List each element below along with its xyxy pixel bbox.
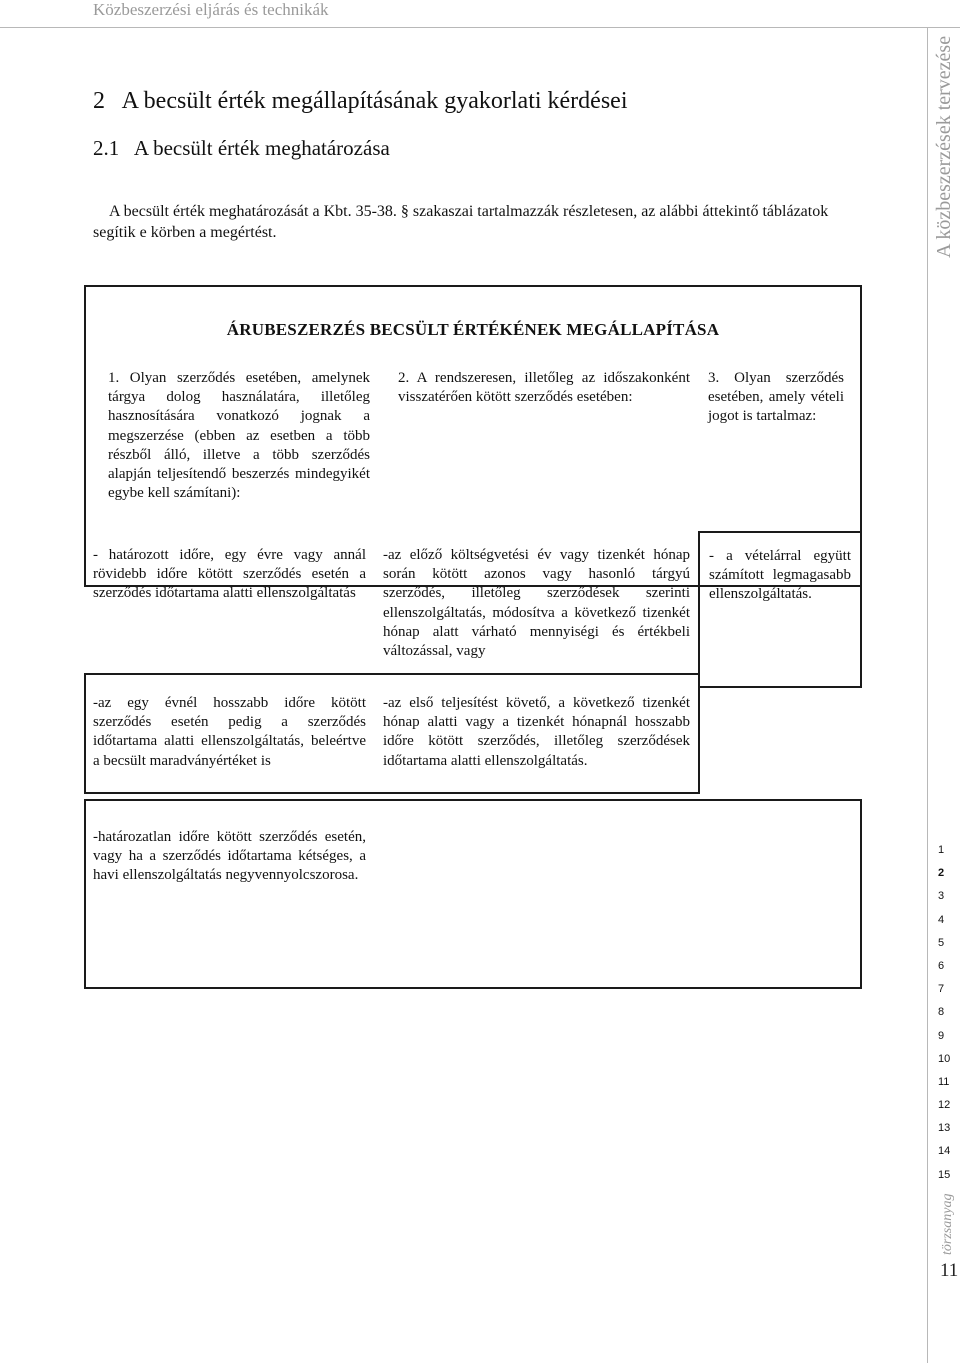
row-1-col-3: - a vételárral együtt számított legmagasabb ellenszolgáltatás. — [709, 548, 851, 603]
row-3-box — [84, 799, 862, 989]
column-3-heading: 3. Olyan szerződés esetében, amely vételi jogot is tartalmaz: — [708, 370, 844, 425]
header-rule — [0, 27, 960, 28]
line-number: 10 — [938, 1052, 951, 1065]
running-header: Közbeszerzési eljárás és technikák — [93, 0, 329, 19]
line-number: 4 — [938, 913, 945, 926]
subsection-title: 2.1 A becsült érték meghatározása — [93, 136, 390, 160]
row-3-col-1: -határozatlan időre kötött szerződés esetén, vagy ha a szerződés időtartama kétséges, a havi ellenszolgáltatás negyvennyolcszorosa. — [93, 829, 366, 884]
line-number: 15 — [938, 1168, 951, 1181]
row-2-col-1: -az egy évnél hosszabb időre kötött szerződés esetén pedig a szerződés időtartama alatti ellenszolgáltatás, beleértve a becsült maradványértéket is — [93, 695, 366, 769]
row-1-col-3-box — [698, 531, 862, 688]
section-title: 2 A becsült érték megállapításának gyakorlati kérdései — [93, 88, 628, 114]
column-2-heading: 2. A rendszeresen, illetőleg az időszakonként visszatérően kötött szerződés esetében: — [398, 370, 690, 406]
column-1-heading: 1. Olyan szerződés esetében, amelynek tárgya dolog használatára, illetőleg hasznosítására vonatkozó jognak a megszerzése (ebben az esetben a több részből álló, illetve a több szerződés alapján teljesítendő beszerzés mindegyikét egybe kell számítani): — [108, 370, 370, 502]
line-number: 9 — [938, 1029, 945, 1042]
line-number: 1 — [938, 844, 945, 856]
section-type-label: törzsanyag — [940, 1193, 955, 1255]
line-number: 8 — [938, 1006, 945, 1019]
row-1-col-1: - határozott időre, egy évre vagy annál rövidebb időre kötött szerződés esetén a szerződés időtartama alatti ellenszolgáltatás — [93, 547, 366, 602]
intro-paragraph: A becsült érték meghatározását a Kbt. 35-38. § szakaszai tartalmazzák részletesen, az alábbi áttekintő táblázatok segítik e körben a megértést. — [93, 203, 829, 241]
line-number-column — [938, 839, 960, 1187]
page-number: 11 — [940, 1260, 959, 1281]
line-number: 5 — [938, 936, 945, 949]
line-number: 6 — [938, 959, 945, 972]
line-number: 7 — [938, 983, 945, 996]
row-1-col-2: -az előző költségvetési év vagy tizenkét hónap során kötött azonos vagy hasonló tárgyú szerződés, illetőleg szerződések szerinti ellenszolgáltatás, módosítva a következő tizenkét hónap alatt várható mennyiségi és értékbeli változással, vagy — [383, 547, 690, 660]
side-rule — [927, 27, 928, 1363]
row-2-box — [84, 673, 700, 794]
line-number: 12 — [938, 1099, 951, 1112]
line-number: 14 — [938, 1145, 951, 1158]
line-number: 11 — [938, 1075, 950, 1088]
table-title: ÁRUBESZERZÉS BECSÜLT ÉRTÉKÉNEK MEGÁLLAPÍTÁSA — [226, 320, 720, 339]
row-2-col-2: -az első teljesítést követő, a következő tizenkét hónap alatti vagy a tizenkét hónapnál hosszabb időre kötött szerződés, illetőleg szerződések időtartama alatti ellenszolgáltatás. — [383, 695, 690, 769]
line-number: 3 — [938, 890, 945, 903]
line-number: 13 — [938, 1122, 951, 1135]
line-number: 2 — [938, 867, 945, 880]
side-chapter-title: A közbeszerzések tervezése — [933, 35, 955, 258]
